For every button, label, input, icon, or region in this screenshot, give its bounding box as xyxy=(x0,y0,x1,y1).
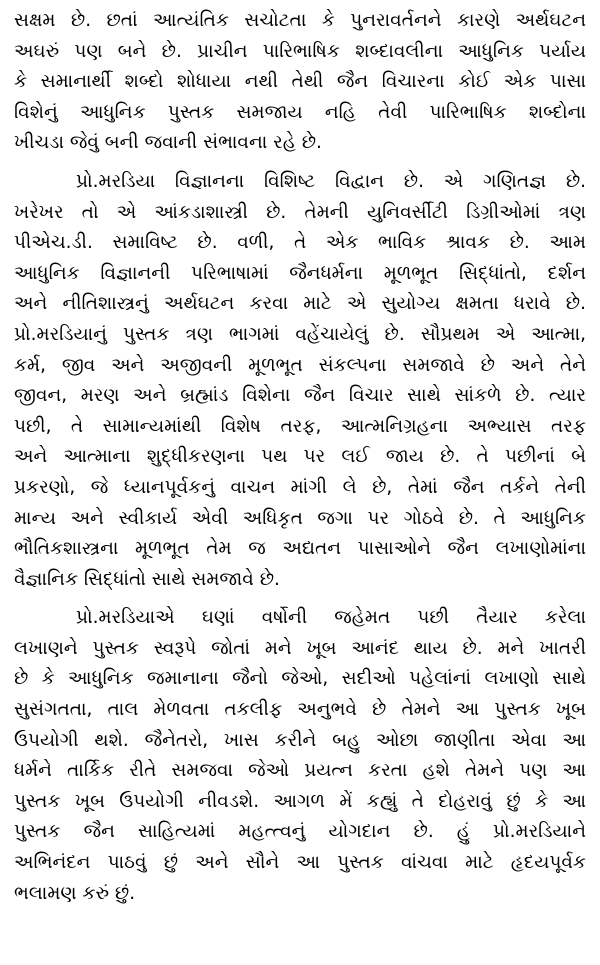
text-line: અને નીતિશાસ્ત્રનું અર્થઘટન કરવા માટે એ સુયોગ્ય ક્ષમતા ધરાવે છે. xyxy=(14,293,586,315)
text-line: જીવન, મરણ અને બ્રહ્માંડ વિશેના જૈન વિચાર સાથે સાંકળે છે. ત્યાર xyxy=(14,385,586,407)
text-line: ભૌતિકશાસ્ત્રના મૂળભૂત તેમ જ અદ્યતન પાસાઓને જૈન લખાણોમાંના xyxy=(14,538,586,560)
text-line: આધુનિક વિજ્ઞાનની પરિભાષામાં જૈનધર્મના મૂળભૂત સિદ્ધાંતો, દર્શન xyxy=(14,262,586,284)
text-line: ખીચડા જેવું બની જવાની સંભાવના રહે છે. xyxy=(14,132,322,154)
text-line: પ્રો.મરડિયાનું પુસ્તક ત્રણ ભાગમાં વહેંચાયેલું છે. સૌપ્રથમ એ આત્મા, xyxy=(14,323,586,345)
text-line: પીએચ.ડી. સમાવિષ્ટ છે. વળી, તે એક ભાવિક શ્રાવક છે. આમ xyxy=(14,232,586,254)
text-line: માન્ય અને સ્વીકાર્ય એવી અધિકૃત જગા પર ગોઠવે છે. તે આધુનિક xyxy=(14,507,586,529)
text-line: ખરેખર તો એ આંકડાશાસ્ત્રી છે. તેમની યુનિવર્સીટી ડિગ્રીઓમાં ત્રણ xyxy=(14,201,586,223)
paragraph-2 xyxy=(14,167,586,595)
text-line: ઉપયોગી થશે. જૈનેતરો, ખાસ કરીને બહુ ઓછા જાણીતા એવા આ xyxy=(14,729,586,751)
text-line: વિશેનું આધુનિક પુસ્તક સમજાય નહિ તેવી પારિભાષિક શબ્દોના xyxy=(14,101,586,123)
text-line: વૈજ્ઞાનિક સિદ્ધાંતો સાથે સમજાવે છે. xyxy=(14,568,280,590)
text-line: પુસ્તક જૈન સાહિત્યમાં મહત્ત્વનું યોગદાન છે. હું પ્રો.મરડિયાને xyxy=(14,821,586,843)
text-line: સુસંગતતા, તાલ મેળવતા તકલીફ અનુભવે છે તેમને આ પુસ્તક ખૂબ xyxy=(14,699,586,721)
text-line: પ્રકરણો, જે ધ્યાનપૂર્વકનું વાચન માંગી લે છે, તેમાં જૈન તર્કને તેની xyxy=(14,476,586,498)
text-line: ભલામણ કરું છું. xyxy=(14,882,136,904)
text-line: અઘરું પણ બને છે. પ્રાચીન પારિભાષિક શબ્દાવલીના આધુનિક પર્યાય xyxy=(14,40,586,62)
text-line: પુસ્તક ખૂબ ઉપયોગી નીવડશે. આગળ મેં કહ્યું તે દોહરાવું છું કે આ xyxy=(14,790,586,812)
text-line: લખાણને પુસ્તક સ્વરૂપે જોતાં મને ખૂબ આનંદ થાય છે. મને ખાતરી xyxy=(14,637,586,659)
text-line: પ્રો.મરડિયા વિજ્ઞાનના વિશિષ્ટ વિદ્વાન છે. એ ગણિતજ્ઞ છે. xyxy=(76,170,586,192)
paragraph-3 xyxy=(14,603,586,909)
text-line: પ્રો.મરડિયાએ ઘણાં વર્ષોની જહેમત પછી તૈયાર કરેલા xyxy=(76,607,586,629)
text-line: સક્ષમ છે. છતાં આત્યંતિક સચોટતા કે પુનરાવર્તનને કારણે અર્થઘટન xyxy=(14,10,586,31)
text-line: કે સમાનાર્થી શબ્દો શોધાયા નથી તેથી જૈન વિચારના કોઈ એક પાસા xyxy=(14,71,586,93)
text-line: અને આત્માના શુદ્ધીકરણના પથ પર લઈ જાય છે. તે પછીનાં બે xyxy=(14,446,586,468)
text-line: ધર્મને તાર્કિક રીતે સમજવા જેઓ પ્રયત્ન કરતા હશે તેમને પણ આ xyxy=(14,760,586,782)
text-line: પછી, તે સામાન્યમાંથી વિશેષ તરફ, આત્મનિગ્રહના અભ્યાસ તરફ xyxy=(14,415,586,437)
text-line: કર્મ, જીવ અને અજીવની મૂળભૂત સંકલ્પના સમજાવે છે અને તેને xyxy=(14,354,586,376)
text-line: અભિનંદન પાઠવું છું અને સૌને આ પુસ્તક વાંચવા માટે હૃદયપૂર્વક xyxy=(14,852,586,874)
text-line: છે કે આધુનિક જમાનાના જૈનો જેઓ, સદીઓ પહેલાંનાં લખાણો સાથે xyxy=(14,668,586,690)
paragraph-1 xyxy=(14,6,586,159)
